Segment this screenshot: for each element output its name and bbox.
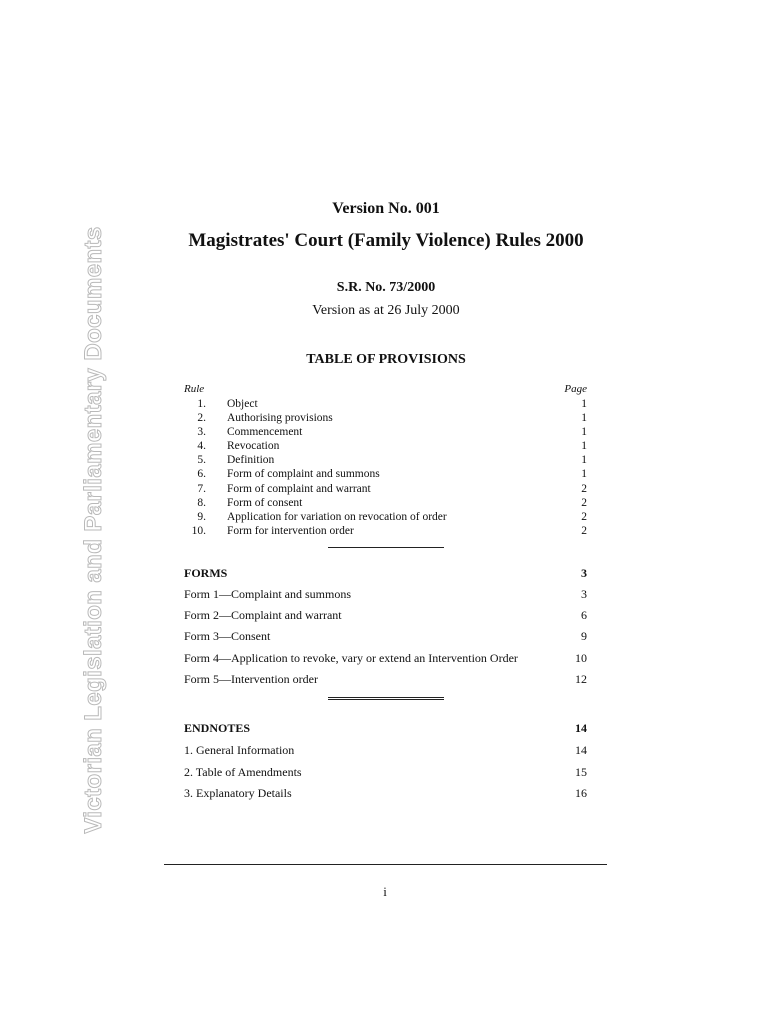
- rule-title: Form of consent: [227, 496, 303, 509]
- toc-heading: TABLE OF PROVISIONS: [306, 352, 466, 367]
- rule-page: 2: [581, 524, 587, 537]
- rule-number: 6.: [197, 468, 206, 481]
- form-row[interactable]: [184, 607, 587, 623]
- toc-row[interactable]: [184, 524, 587, 538]
- rule-title: Authorising provisions: [227, 412, 333, 425]
- toc-row[interactable]: [184, 397, 587, 411]
- rule-number: 9.: [197, 510, 206, 523]
- rule-page: 1: [581, 426, 587, 439]
- endnote-title: 3. Explanatory Details: [184, 786, 292, 800]
- rule-column-header: Rule: [184, 383, 205, 395]
- rule-page: 2: [581, 496, 587, 509]
- section-divider-double: [328, 697, 444, 700]
- endnote-title: 2. Table of Amendments: [184, 765, 302, 779]
- rule-title: Commencement: [227, 426, 303, 439]
- form-row[interactable]: [184, 650, 587, 666]
- page-column-header: Page: [564, 383, 587, 395]
- rule-title: Revocation: [227, 440, 280, 453]
- form-title: Form 3—Consent: [184, 629, 271, 643]
- endnote-row[interactable]: [184, 742, 587, 758]
- endnote-row[interactable]: [184, 764, 587, 780]
- rules-list: [184, 397, 587, 538]
- forms-heading-row[interactable]: [184, 565, 587, 581]
- sr-number: S.R. No. 73/2000: [336, 280, 436, 295]
- rule-number: 7.: [197, 482, 206, 495]
- form-page: 3: [581, 587, 587, 601]
- toc-row[interactable]: [184, 439, 587, 453]
- toc-row[interactable]: [184, 453, 587, 467]
- endnote-page: 14: [575, 743, 587, 757]
- form-page: 10: [575, 651, 587, 665]
- toc-row[interactable]: [184, 482, 587, 496]
- rule-title: Form of complaint and warrant: [227, 482, 371, 495]
- rule-page: 1: [581, 398, 587, 410]
- rule-page: 2: [581, 510, 587, 523]
- rule-page: 1: [581, 440, 587, 453]
- toc-row[interactable]: [184, 467, 587, 481]
- endnotes-heading: ENDNOTES: [184, 721, 251, 735]
- version-date: Version as at 26 July 2000: [312, 303, 460, 318]
- form-title: Form 4—Application to revoke, vary or extend an Intervention Order: [184, 651, 518, 665]
- rule-title: Definition: [227, 454, 275, 467]
- form-page: 6: [581, 608, 587, 622]
- toc-row[interactable]: [184, 510, 587, 524]
- document-title: Magistrates' Court (Family Violence) Rules 2000: [188, 230, 584, 251]
- form-title: Form 5—Intervention order: [184, 672, 318, 686]
- rule-page: 2: [581, 482, 587, 495]
- rule-page: 1: [581, 454, 587, 467]
- endnotes-heading-row[interactable]: [184, 720, 587, 736]
- form-title: Form 2—Complaint and warrant: [184, 608, 342, 622]
- form-row[interactable]: [184, 671, 587, 687]
- toc-row[interactable]: [184, 411, 587, 425]
- rule-number: 3.: [197, 426, 206, 439]
- rule-number: 10.: [191, 524, 206, 537]
- form-row[interactable]: [184, 586, 587, 602]
- rule-page: 1: [581, 412, 587, 425]
- endnote-page: 15: [575, 765, 587, 779]
- forms-heading: FORMS: [184, 566, 228, 580]
- toc-row[interactable]: [184, 425, 587, 439]
- rule-title: Object: [227, 398, 258, 410]
- endnote-row[interactable]: [184, 785, 587, 801]
- rule-title: Application for variation on revocation of order: [227, 510, 447, 523]
- forms-heading-page: 3: [581, 566, 587, 580]
- rule-number: 5.: [197, 454, 206, 467]
- form-page: 12: [575, 672, 587, 686]
- endnote-title: 1. General Information: [184, 743, 295, 757]
- toc-row[interactable]: [184, 496, 587, 510]
- section-divider: [328, 547, 444, 548]
- version-number: Version No. 001: [332, 200, 440, 217]
- footer-rule: [164, 864, 607, 865]
- rule-number: 1.: [197, 398, 206, 410]
- rule-number: 2.: [197, 412, 206, 425]
- rule-number: 8.: [197, 496, 206, 509]
- form-page: 9: [581, 629, 587, 643]
- watermark: Victorian Legislation and Parliamentary Documents: [80, 226, 107, 834]
- rule-title: Form for intervention order: [227, 524, 354, 537]
- endnote-page: 16: [575, 786, 587, 800]
- form-title: Form 1—Complaint and summons: [184, 587, 352, 601]
- rule-page: 1: [581, 468, 587, 481]
- endnotes-heading-page: 14: [575, 721, 587, 735]
- page-number: i: [383, 884, 387, 899]
- rule-number: 4.: [197, 440, 206, 453]
- rule-title: Form of complaint and summons: [227, 468, 380, 481]
- form-row[interactable]: [184, 628, 587, 644]
